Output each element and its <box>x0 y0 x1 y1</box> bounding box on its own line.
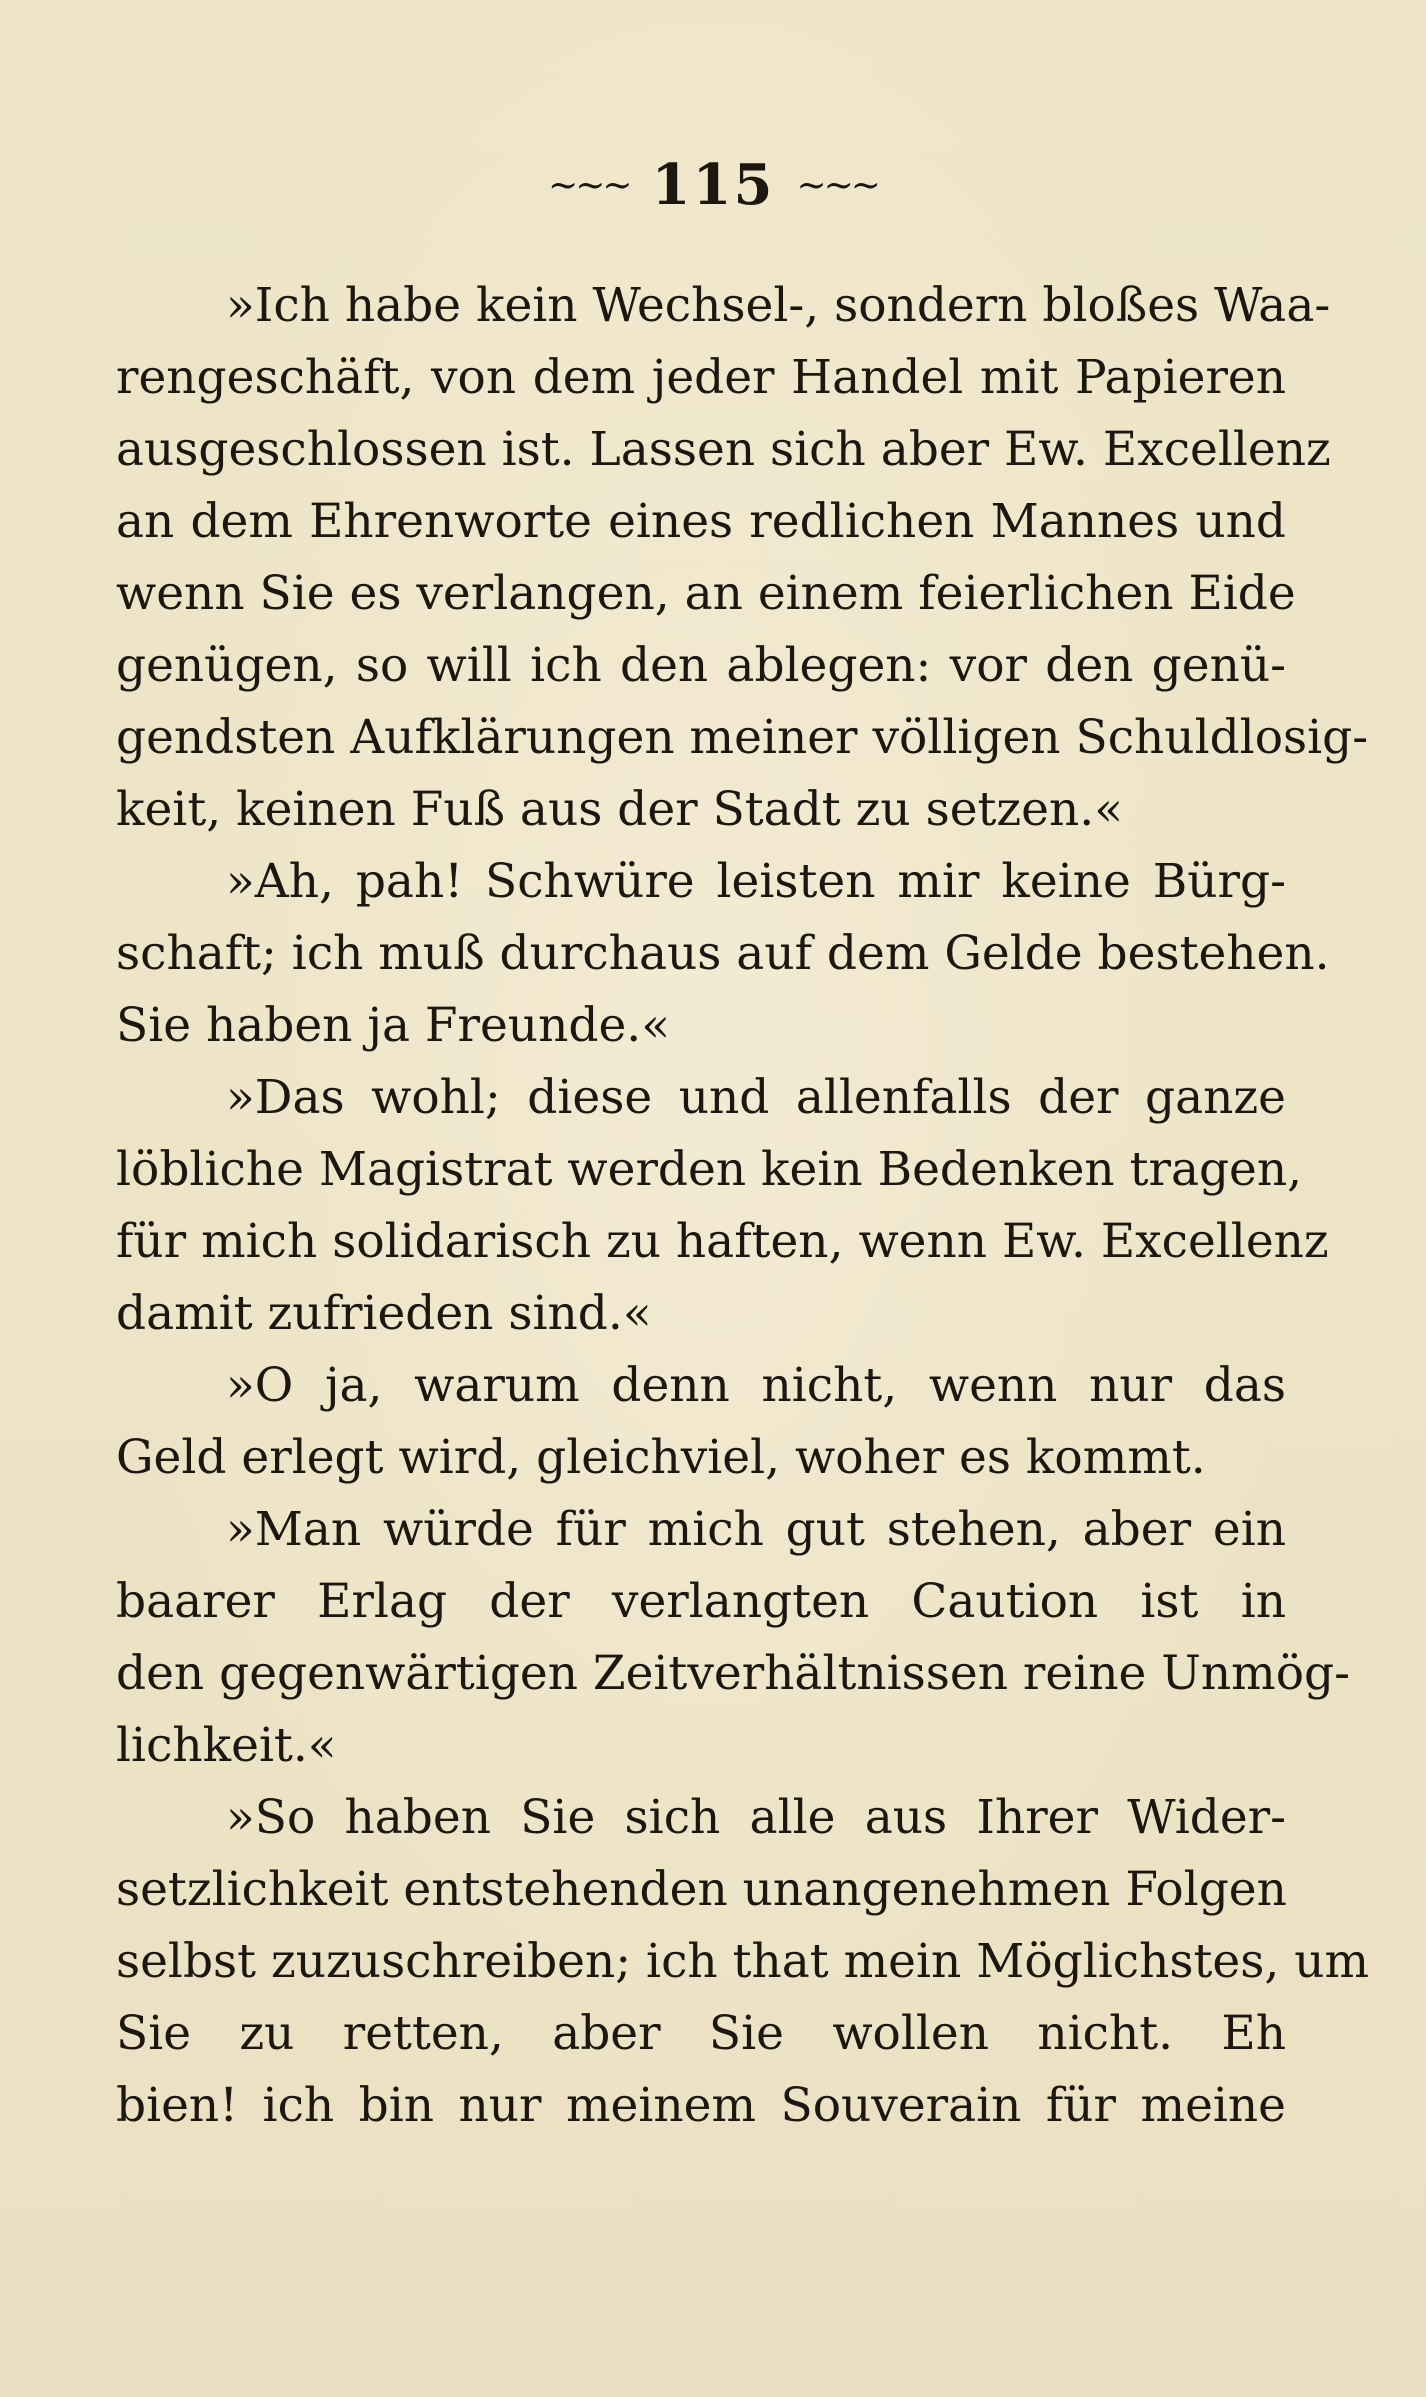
header-ornament-right: ~~~ <box>796 164 878 206</box>
text-line: gendsten Aufklärungen meiner völligen Schuldlosig- <box>116 710 1369 765</box>
text-line: damit zufrieden sind.« <box>116 1286 652 1341</box>
text-line: »Ich habe kein Wechsel-, sondern bloßes Waa- <box>226 278 1331 333</box>
text-line: »Ah, pah! Schwüre leisten mir keine Bürg- <box>226 854 1286 909</box>
text-line: genügen, so will ich den ablegen: vor den genü- <box>116 638 1286 693</box>
text-line: »So haben Sie sich alle aus Ihrer Wider- <box>226 1790 1286 1845</box>
text-line: Geld erlegt wird, gleichviel, woher es kommt. <box>116 1430 1206 1485</box>
text-line: Sie zu retten, aber Sie wollen nicht. Eh <box>116 2006 1286 2061</box>
text-line: rengeschäft, von dem jeder Handel mit Papieren <box>116 350 1286 405</box>
body-text <box>116 270 1370 2142</box>
text-line: selbst zuzuschreiben; ich that mein Möglichstes, um <box>116 1934 1370 1989</box>
page-header <box>0 150 1426 225</box>
text-line: an dem Ehrenworte eines redlichen Mannes und <box>116 494 1286 549</box>
text-line: den gegenwärtigen Zeitverhältnissen reine Unmög- <box>116 1646 1350 1701</box>
text-line: bien! ich bin nur meinem Souverain für meine <box>116 2078 1286 2133</box>
page-number: 115 <box>651 152 775 218</box>
text-line: ausgeschlossen ist. Lassen sich aber Ew. Excellenz <box>116 422 1331 477</box>
text-line: für mich solidarisch zu haften, wenn Ew. Excellenz <box>116 1214 1329 1269</box>
text-line: baarer Erlag der verlangten Caution ist in <box>116 1574 1286 1629</box>
text-line: schaft; ich muß durchaus auf dem Gelde bestehen. <box>116 926 1330 981</box>
text-line: Sie haben ja Freunde.« <box>116 998 670 1053</box>
text-line: setzlichkeit entstehenden unangenehmen Folgen <box>116 1862 1287 1917</box>
text-line: »Das wohl; diese und allenfalls der ganze <box>226 1070 1286 1125</box>
text-line: keit, keinen Fuß aus der Stadt zu setzen.« <box>116 782 1123 837</box>
header-ornament-left: ~~~ <box>548 164 630 206</box>
text-line: löbliche Magistrat werden kein Bedenken tragen, <box>116 1142 1303 1197</box>
text-line: »O ja, warum denn nicht, wenn nur das <box>226 1358 1286 1413</box>
text-line: lichkeit.« <box>116 1718 337 1773</box>
text-line: wenn Sie es verlangen, an einem feierlichen Eide <box>116 566 1296 621</box>
text-line: »Man würde für mich gut stehen, aber ein <box>226 1502 1286 1557</box>
